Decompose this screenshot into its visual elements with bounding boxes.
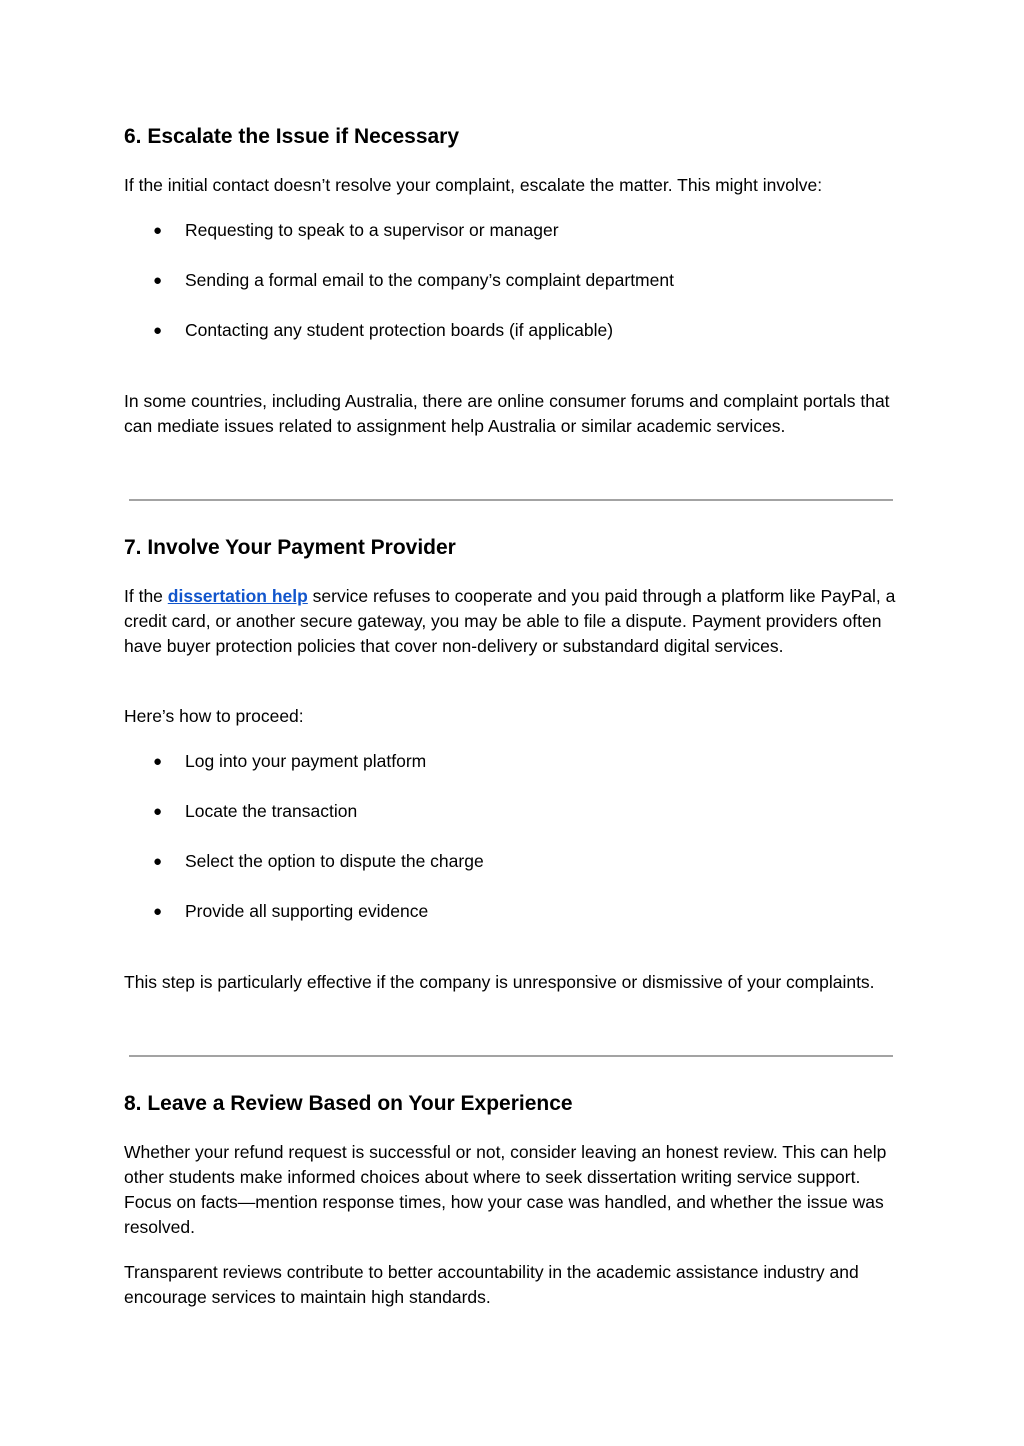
bullet-icon: ●	[153, 853, 163, 870]
section-6-intro: If the initial contact doesn’t resolve your complaint, escalate the matter. This might involve:	[124, 175, 823, 195]
section-7-heading: 7. Involve Your Payment Provider	[124, 536, 456, 559]
list-item-text: Contacting any student protection boards (if applicable)	[185, 320, 614, 340]
section-7-howto: Here’s how to proceed:	[124, 706, 304, 726]
bullet-icon: ●	[153, 803, 163, 820]
section-8-heading: 8. Leave a Review Based on Your Experience	[124, 1092, 573, 1115]
section-7-text-before-link: If the	[124, 586, 168, 606]
list-item-text: Sending a formal email to the company’s complaint department	[185, 270, 674, 290]
bullet-icon: ●	[153, 322, 163, 339]
list-item-text: Locate the transaction	[185, 801, 358, 821]
section-7-paragraph	[124, 584, 904, 659]
list-item-text: Provide all supporting evidence	[185, 901, 429, 921]
list-item-text: Requesting to speak to a supervisor or manager	[185, 220, 559, 240]
section-divider	[129, 499, 893, 501]
section-divider	[129, 1055, 893, 1057]
bullet-icon: ●	[153, 753, 163, 770]
bullet-icon: ●	[153, 222, 163, 239]
dissertation-help-link[interactable]: dissertation help	[167, 586, 308, 606]
section-8-paragraph-2: Transparent reviews contribute to better accountability in the academic assistance industry and encourage services to maintain high standards.	[124, 1262, 859, 1307]
list-item-text: Select the option to dispute the charge	[185, 851, 484, 871]
section-7-text-after-link: service refuses to cooperate and you paid through a platform like PayPal, a credit card, or another secure gateway, you may be able to file a dispute. Payment providers often have buyer protection policies that cover non-delivery or substandard digital services.	[124, 586, 896, 656]
bullet-icon: ●	[153, 272, 163, 289]
section-6-closing: In some countries, including Australia, there are online consumer forums and complaint portals that can mediate issues related to assignment help Australia or similar academic services.	[124, 391, 890, 436]
bullet-icon: ●	[153, 903, 163, 920]
section-7-closing: This step is particularly effective if the company is unresponsive or dismissive of your complaints.	[124, 972, 875, 992]
section-8-paragraph-1: Whether your refund request is successful or not, consider leaving an honest review. This can help other students make informed choices about where to seek dissertation writing service support. Focus on facts—mention response times, how your case was handled, and whether the issue was resolved.	[124, 1142, 887, 1237]
list-item-text: Log into your payment platform	[185, 751, 427, 771]
section-6-heading: 6. Escalate the Issue if Necessary	[124, 125, 460, 148]
